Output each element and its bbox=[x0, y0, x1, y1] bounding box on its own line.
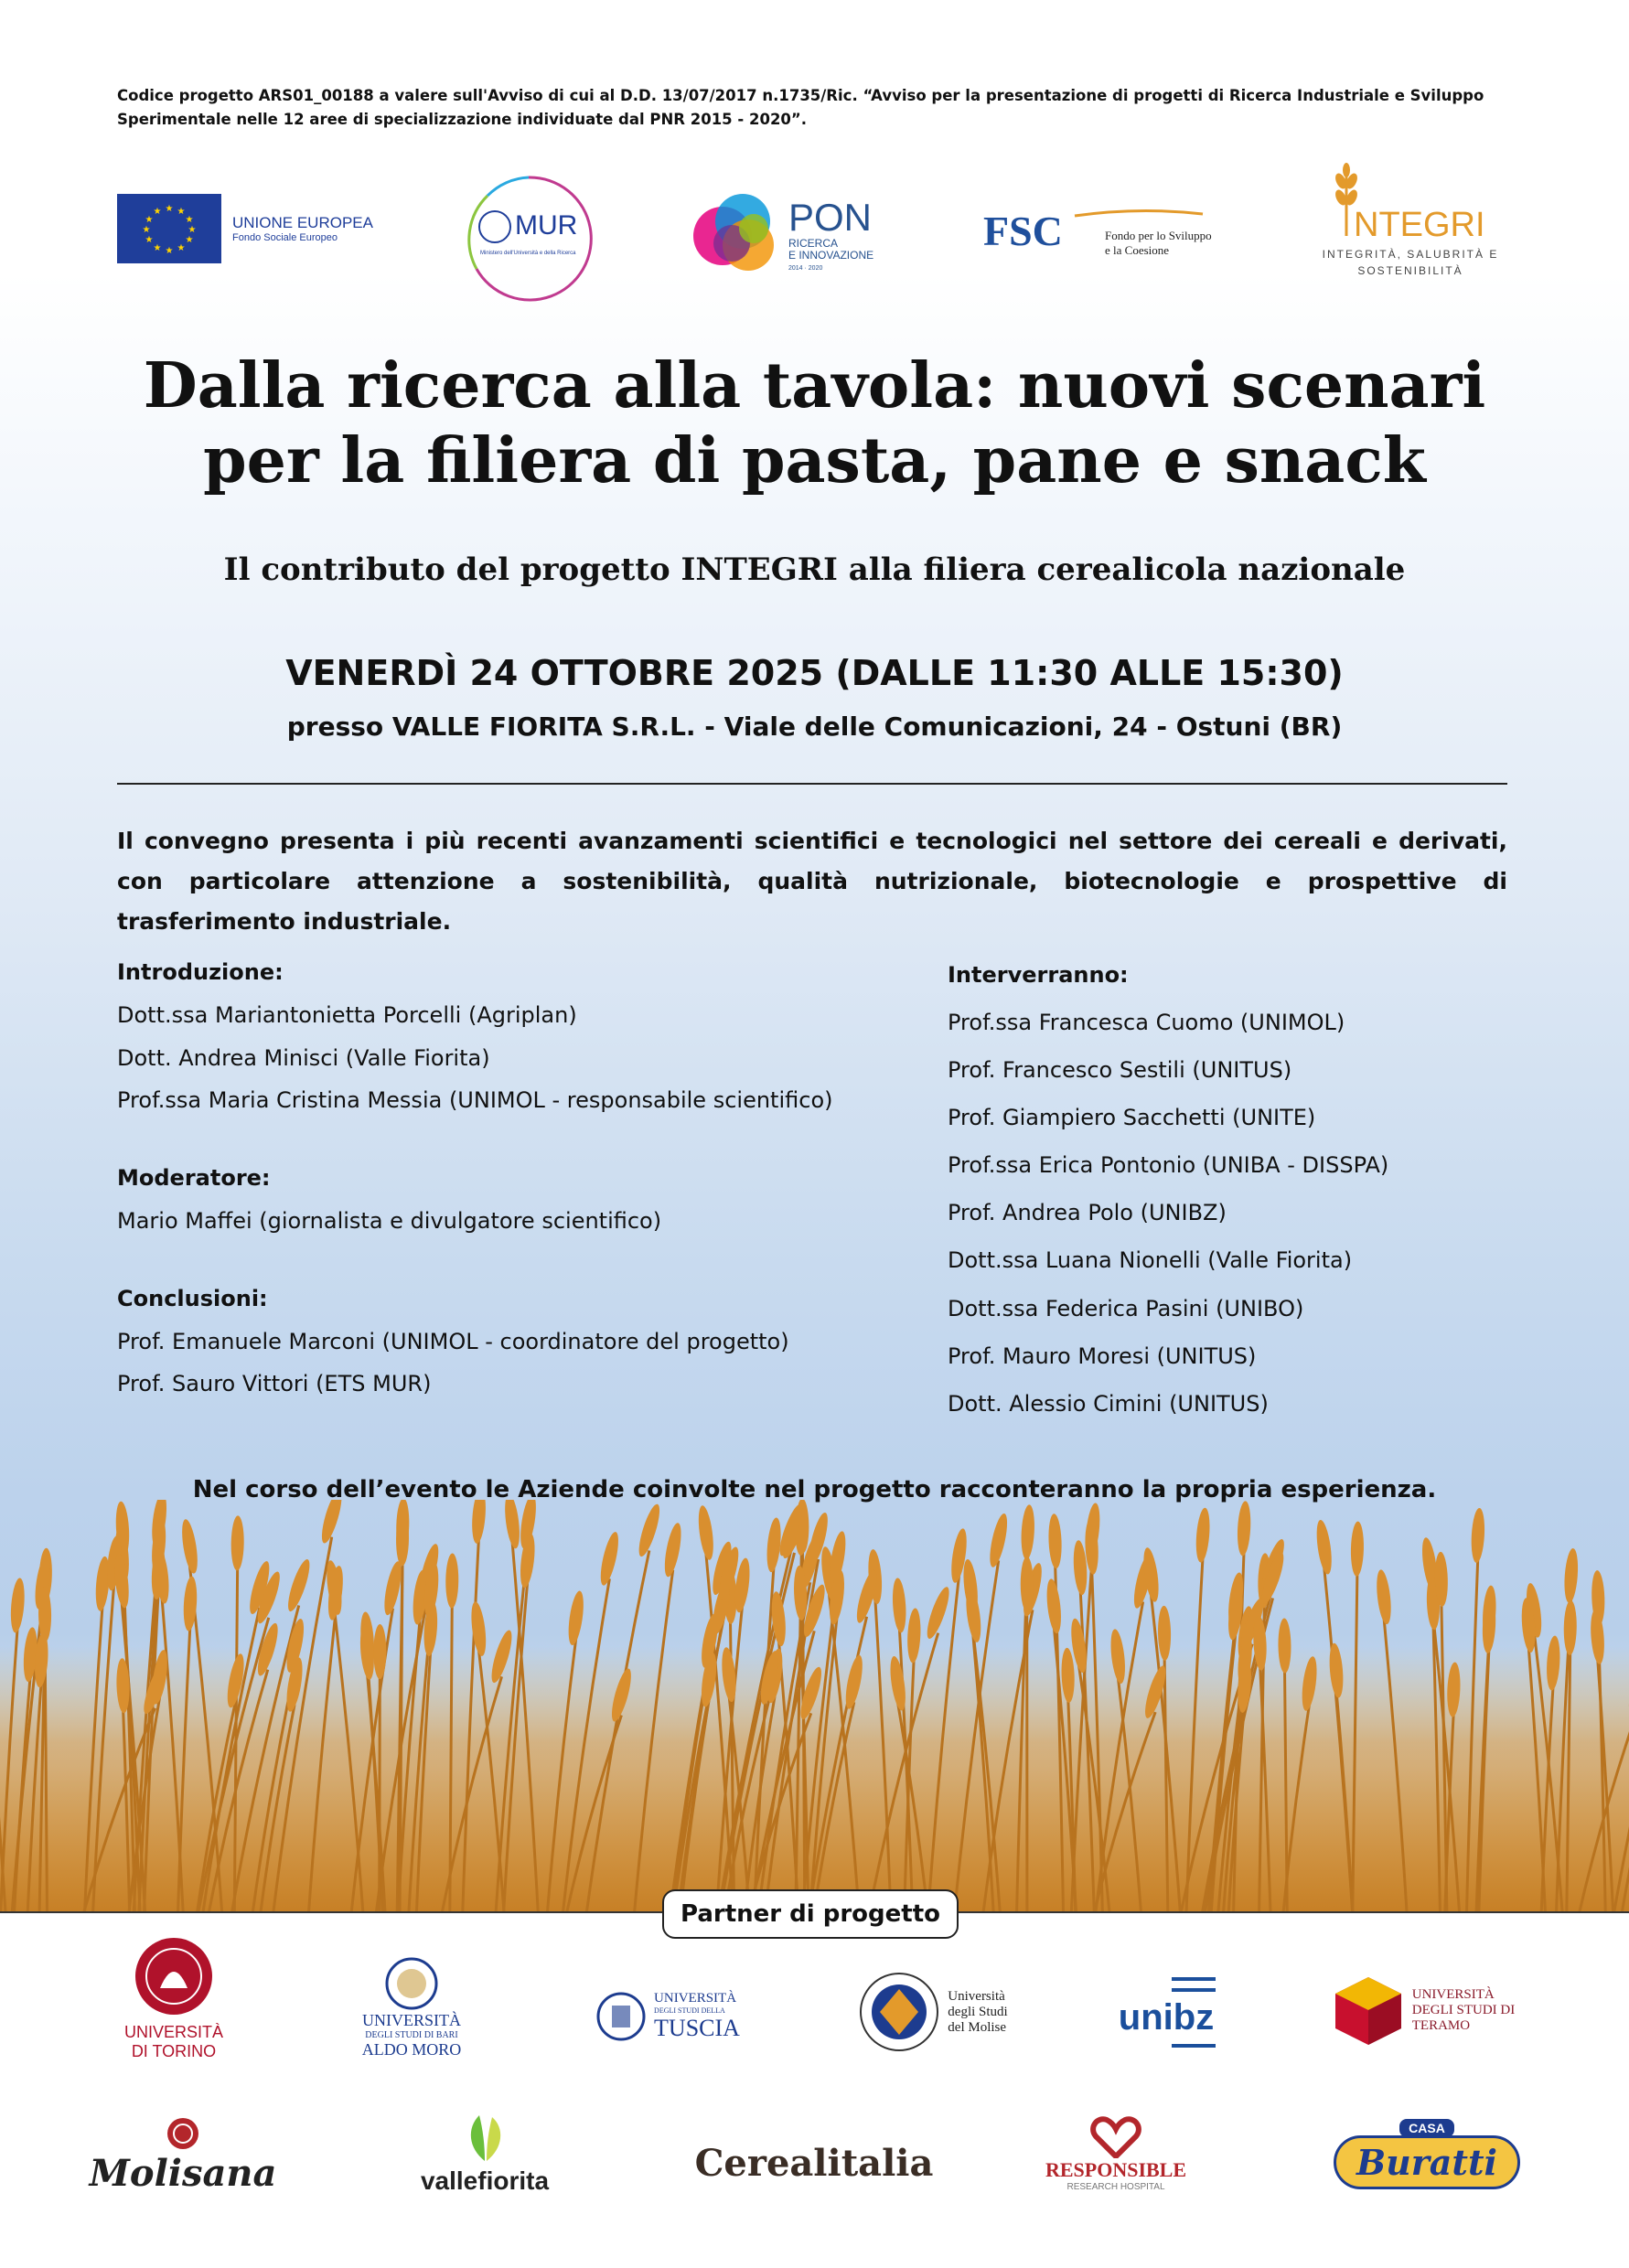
buratti-line2: Buratti bbox=[1356, 2141, 1497, 2183]
wheat-ear bbox=[1047, 1514, 1062, 1569]
unito-line1: UNIVERSITÀ bbox=[123, 2023, 224, 2041]
uniba-line3: ALDO MORO bbox=[361, 2039, 462, 2059]
buratti-line1: CASA bbox=[1399, 2119, 1454, 2137]
speaker-item: Dott. Alessio Cimini (UNITUS) bbox=[948, 1390, 1269, 1417]
unito-seal-icon bbox=[133, 1935, 215, 2017]
event-venue: presso VALLE FIORITA S.R.L. - Viale delle Comunicazioni, 24 - Ostuni (BR) bbox=[286, 711, 1343, 742]
integri-logo bbox=[1310, 161, 1511, 282]
pon-logo bbox=[688, 188, 889, 276]
wheat-ear bbox=[1021, 1557, 1034, 1611]
integri-logo-line2: SOSTENIBILITÀ bbox=[1357, 264, 1463, 277]
wheat-ear bbox=[1020, 1504, 1035, 1560]
wheat-ear bbox=[986, 1513, 1010, 1569]
event-closing-note: Nel corso dell’evento le Aziende coinvolte nel progetto racconteranno la propria esperienza. bbox=[192, 1476, 1437, 1503]
project-code-note: Codice progetto ARS01_00188 a valere sull'Avviso di cui al D.D. 13/07/2017 n.1735/Ric. “Avviso per la presentazione di progetti di Ricerca Industriale e Sviluppo Sperimentale nelle 12 aree di specializzazione individuate dal PNR 2015 - 2020”. bbox=[117, 87, 1484, 128]
speaker-item: Prof.ssa Francesca Cuomo (UNIMOL) bbox=[948, 1010, 1345, 1036]
unito-line2: DI TORINO bbox=[131, 2042, 217, 2060]
unitus-seal-icon bbox=[595, 1991, 647, 2042]
unitus-line2: DEGLI STUDI DELLA bbox=[654, 2006, 725, 2015]
event-date: VENERDÌ 24 OTTOBRE 2025 (DALLE 11:30 ALLE 15:30) bbox=[285, 653, 1344, 693]
mur-logo-sub: Ministero dell'Università e della Ricerca bbox=[480, 251, 576, 256]
molisana-name: Molisana bbox=[89, 2151, 277, 2195]
unite-logo bbox=[1317, 1964, 1527, 2056]
speaker-item: Prof.ssa Maria Cristina Messia (UNIMOL - responsabile scientifico) bbox=[117, 1087, 833, 1114]
unitus-line1: UNIVERSITÀ bbox=[654, 1991, 737, 2006]
eu-logo bbox=[117, 194, 373, 263]
wheat-ear bbox=[1045, 1578, 1063, 1634]
svg-text:★: ★ bbox=[153, 207, 162, 217]
uniba-seal-icon bbox=[384, 1956, 439, 2011]
unito-logo bbox=[101, 1930, 247, 2067]
svg-text:★: ★ bbox=[165, 246, 174, 256]
wheat-ear bbox=[502, 1500, 521, 1549]
wheat-ear bbox=[923, 1585, 953, 1641]
moderatore-heading: Moderatore: bbox=[117, 1165, 271, 1192]
unite-line2: DEGLI STUDI DI bbox=[1411, 2002, 1516, 2017]
program-left-column bbox=[117, 951, 940, 1406]
vallefiorita-logo bbox=[393, 2103, 576, 2204]
mur-logo-name: MUR bbox=[515, 210, 578, 241]
svg-text:★: ★ bbox=[185, 235, 194, 245]
conclusioni-heading: Conclusioni: bbox=[117, 1285, 268, 1311]
uniba-line1: UNIVERSITÀ bbox=[362, 2010, 461, 2029]
event-intro: Il convegno presenta i più recenti avanzamenti scientifici e tecnologici nel settore dei cereali e derivati, con particolare attenzione a sostenibilità, qualità nutrizionale, biotecnologie e prospettive di trasferimento industriale. bbox=[117, 828, 1507, 935]
introduzione-heading: Introduzione: bbox=[117, 959, 284, 985]
pon-logo-line2: E INNOVAZIONE bbox=[788, 249, 874, 262]
speaker-item: Prof. Mauro Moresi (UNITUS) bbox=[948, 1343, 1257, 1369]
wheat-ear bbox=[470, 1500, 488, 1544]
unibz-name: unibz bbox=[1118, 1996, 1215, 2038]
speaker-item: Prof. Francesco Sestili (UNITUS) bbox=[948, 1057, 1292, 1084]
cerealitalia-logo bbox=[686, 2131, 942, 2195]
svg-text:★: ★ bbox=[185, 215, 194, 225]
svg-text:★: ★ bbox=[145, 215, 154, 225]
speaker-item: Dott. Andrea Minisci (Valle Fiorita) bbox=[117, 1044, 490, 1071]
unitus-logo bbox=[576, 1984, 759, 2049]
wheat-ear bbox=[597, 1531, 622, 1588]
cerealitalia-name: Cerealitalia bbox=[694, 2141, 934, 2185]
unimol-line2: degli Studi bbox=[948, 2004, 1008, 2019]
wheat-ear bbox=[9, 1578, 27, 1633]
unimol-logo bbox=[841, 1966, 1024, 2058]
fsc-logo-line2: e la Coesione bbox=[1105, 243, 1170, 257]
uniba-line2: DEGLI STUDI DI BARI bbox=[365, 2029, 458, 2040]
fsc-logo-line1: Fondo per lo Sviluppo bbox=[1105, 229, 1212, 242]
speaker-item: Prof.ssa Erica Pontonio (UNIBA - DISSPA) bbox=[948, 1152, 1389, 1179]
wheat-field-illustration bbox=[0, 1500, 1629, 1920]
responsible-logo bbox=[1015, 2103, 1216, 2204]
eu-logo-line1: UNIONE EUROPEA bbox=[232, 214, 373, 231]
wheat-ear bbox=[1195, 1507, 1212, 1563]
interverranno-heading: Interverranno: bbox=[948, 962, 1129, 988]
event-title-line1: Dalla ricerca alla tavola: nuovi scenari bbox=[143, 349, 1486, 423]
speaker-item: Mario Maffei (giornalista e divulgatore scientifico) bbox=[117, 1207, 662, 1234]
integri-logo-line1: INTEGRITÀ, SALUBRITÀ E bbox=[1322, 248, 1499, 261]
partners-label: Partner di progetto bbox=[662, 1889, 959, 1939]
pon-logo-line1: RICERCA bbox=[788, 237, 839, 250]
unimol-line3: del Molise bbox=[948, 2019, 1007, 2035]
responsible-line1: RESPONSIBLE bbox=[1045, 2157, 1187, 2181]
wheat-ear bbox=[1350, 1522, 1364, 1577]
speaker-item: Prof. Giampiero Sacchetti (UNITE) bbox=[948, 1105, 1316, 1131]
eu-flag-icon bbox=[117, 194, 221, 263]
svg-text:★: ★ bbox=[188, 225, 197, 235]
divider bbox=[117, 783, 1507, 785]
speaker-item: Dott.ssa Federica Pasini (UNIBO) bbox=[948, 1295, 1304, 1321]
vallefiorita-name: vallefiorita bbox=[420, 2166, 550, 2195]
program-right-column bbox=[948, 951, 1533, 1428]
wheat-ear bbox=[696, 1504, 716, 1560]
unite-cube-icon bbox=[1330, 1972, 1407, 2049]
wheat-ear bbox=[179, 1518, 200, 1574]
event-title-line2: per la filiera di pasta, pane e snack bbox=[203, 423, 1426, 497]
event-title bbox=[73, 349, 1556, 498]
wheat-ear bbox=[284, 1557, 313, 1613]
unibz-logo bbox=[1098, 1964, 1235, 2059]
svg-text:★: ★ bbox=[145, 235, 154, 245]
wheat-ear bbox=[1470, 1508, 1485, 1564]
molisana-crest-icon bbox=[165, 2115, 201, 2152]
wheat-ear bbox=[1563, 1548, 1580, 1604]
molisana-logo bbox=[89, 2100, 277, 2209]
unitus-line3: TUSCIA bbox=[654, 2015, 740, 2041]
eu-logo-line2: Fondo Sociale Europeo bbox=[232, 232, 338, 243]
wheat-ear bbox=[765, 1517, 783, 1573]
heart-icon bbox=[1090, 2116, 1141, 2158]
svg-text:★: ★ bbox=[142, 225, 151, 235]
pon-logo-name: PON bbox=[788, 196, 873, 239]
integri-logo-name: NTEGRI bbox=[1354, 206, 1485, 244]
unite-line1: UNIVERSITÀ bbox=[1411, 1986, 1495, 2002]
event-subtitle: Il contributo del progetto INTEGRI alla filiera cerealicola nazionale bbox=[223, 551, 1406, 588]
uniba-logo bbox=[338, 1948, 485, 2067]
mur-logo bbox=[460, 170, 597, 307]
speaker-item: Dott.ssa Mariantonietta Porcelli (Agriplan) bbox=[117, 1001, 577, 1028]
wheat-ear bbox=[661, 1522, 684, 1578]
svg-text:★: ★ bbox=[177, 207, 186, 217]
vallefiorita-leaf-icon bbox=[459, 2112, 510, 2163]
wheat-ear bbox=[445, 1553, 459, 1608]
svg-text:★: ★ bbox=[177, 243, 186, 253]
wheat-ear bbox=[891, 1578, 907, 1633]
unimol-seal-icon bbox=[858, 1971, 940, 2053]
unite-line3: TERAMO bbox=[1411, 2017, 1471, 2033]
speaker-item: Prof. Andrea Polo (UNIBZ) bbox=[948, 1200, 1227, 1226]
speaker-item: Dott.ssa Luana Nionelli (Valle Fiorita) bbox=[948, 1247, 1353, 1274]
wheat-ear bbox=[566, 1590, 586, 1646]
wheat-ear bbox=[1237, 1501, 1252, 1557]
buratti-logo bbox=[1335, 2103, 1518, 2204]
responsible-line2: RESEARCH HOSPITAL bbox=[1066, 2181, 1165, 2192]
svg-text:★: ★ bbox=[153, 243, 162, 253]
speaker-item: Prof. Sauro Vittori (ETS MUR) bbox=[117, 1371, 432, 1397]
unimol-line1: Università bbox=[948, 1988, 1005, 2004]
wheat-ear bbox=[230, 1515, 244, 1570]
wheat-ear bbox=[1375, 1569, 1394, 1625]
speaker-item: Prof. Emanuele Marconi (UNIMOL - coordinatore del progetto) bbox=[117, 1328, 789, 1354]
svg-text:★: ★ bbox=[165, 204, 174, 214]
wheat-ear bbox=[635, 1503, 663, 1558]
wheat-ear bbox=[1314, 1519, 1334, 1575]
fsc-logo bbox=[983, 203, 1239, 269]
fsc-logo-name: FSC bbox=[983, 208, 1063, 254]
pon-logo-years: 2014 · 2020 bbox=[788, 265, 823, 272]
